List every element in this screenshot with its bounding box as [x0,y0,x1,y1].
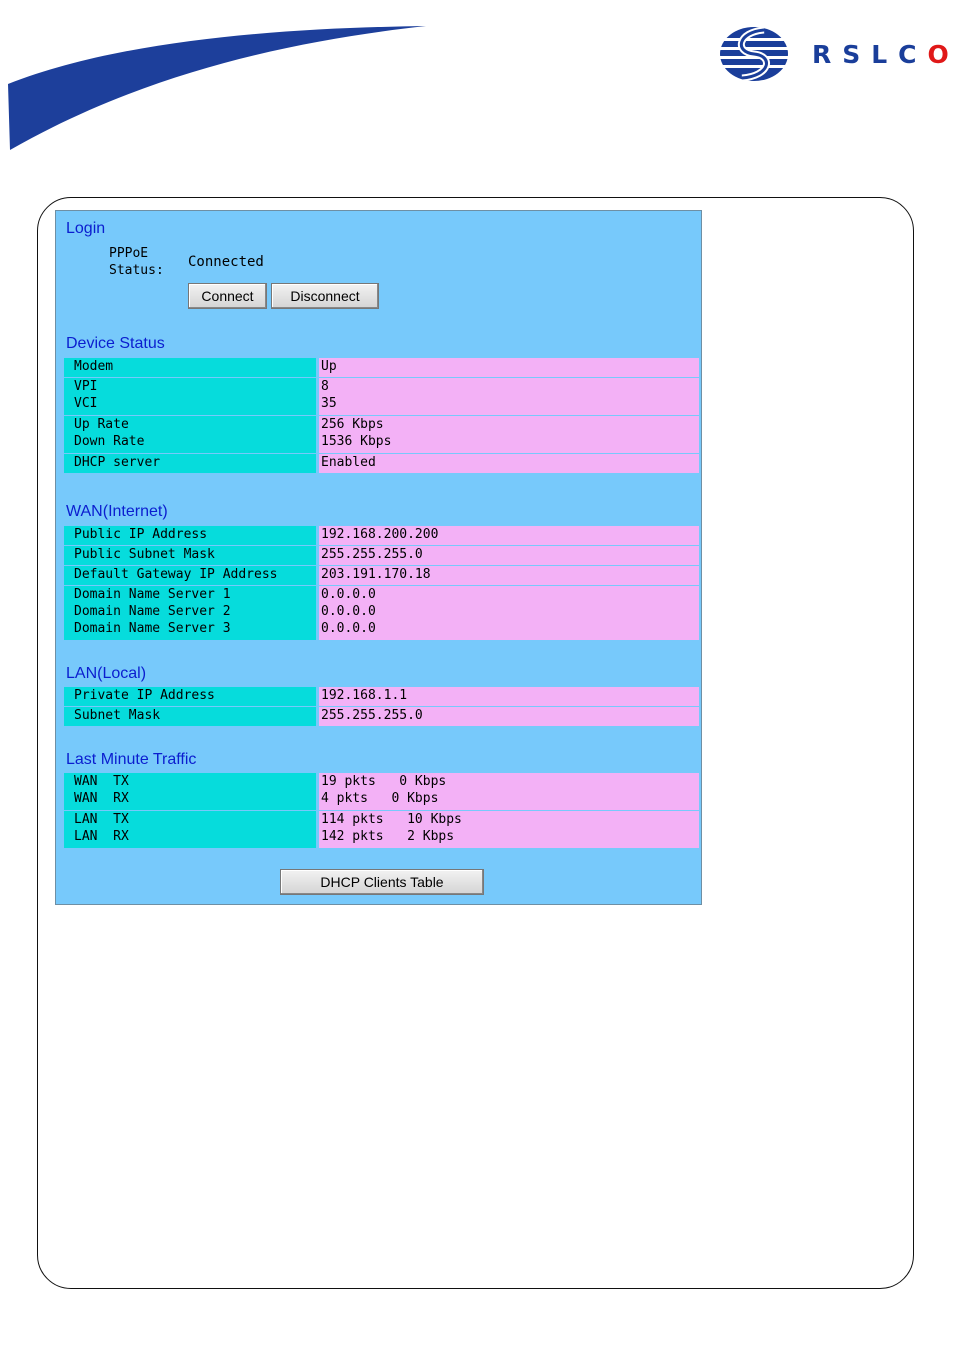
router-status-panel [55,210,702,905]
pppoe-label-line2: Status: [109,263,164,278]
section-title-traffic: Last Minute Traffic [66,751,197,768]
lan-row-value: 255.255.255.0 [319,707,699,726]
lan-row-label: Subnet Mask [64,707,316,726]
section-title-lan: LAN(Local) [66,665,147,682]
device-row-label: Up Rate Down Rate [64,416,316,453]
pppoe-status-label [109,245,164,279]
wan-row-label: Default Gateway IP Address [64,566,316,585]
dhcp-clients-table-button[interactable]: DHCP Clients Table [280,869,484,895]
device-row-value: Enabled [319,454,699,473]
logo-globe-icon [718,24,790,84]
rslco-logo [718,24,960,84]
device-row-value: 8 35 [319,378,699,415]
logo-wordmark: RSLCO [812,40,960,69]
device-row-value: Up [319,358,699,377]
wan-row-value: 255.255.255.0 [319,546,699,565]
lan-row-label: Private IP Address [64,687,316,706]
traffic-row-label: LAN TX LAN RX [64,811,316,848]
traffic-row-value: 19 pkts 0 Kbps 4 pkts 0 Kbps [319,773,699,810]
traffic-row-label: WAN TX WAN RX [64,773,316,810]
device-row-value: 256 Kbps 1536 Kbps [319,416,699,453]
disconnect-button[interactable]: Disconnect [271,283,379,309]
pppoe-status-value: Connected [188,254,264,270]
connect-button[interactable]: Connect [188,283,267,309]
traffic-row-value: 114 pkts 10 Kbps 142 pkts 2 Kbps [319,811,699,848]
wan-row-label: Public IP Address [64,526,316,545]
wan-row-value: 192.168.200.200 [319,526,699,545]
wan-row-value: 0.0.0.0 0.0.0.0 0.0.0.0 [319,586,699,640]
lan-row-value: 192.168.1.1 [319,687,699,706]
device-row-label: Modem [64,358,316,377]
wan-row-label: Public Subnet Mask [64,546,316,565]
section-title-wan: WAN(Internet) [66,503,168,520]
wan-row-value: 203.191.170.18 [319,566,699,585]
header-swoosh-graphic [0,0,440,160]
pppoe-label-line1: PPPoE [109,246,149,261]
device-row-label: VPI VCI [64,378,316,415]
section-title-device-status: Device Status [66,335,165,352]
device-row-label: DHCP server [64,454,316,473]
wan-row-label: Domain Name Server 1 Domain Name Server 2 Domain Name Server 3 [64,586,316,640]
section-title-login: Login [66,220,106,237]
